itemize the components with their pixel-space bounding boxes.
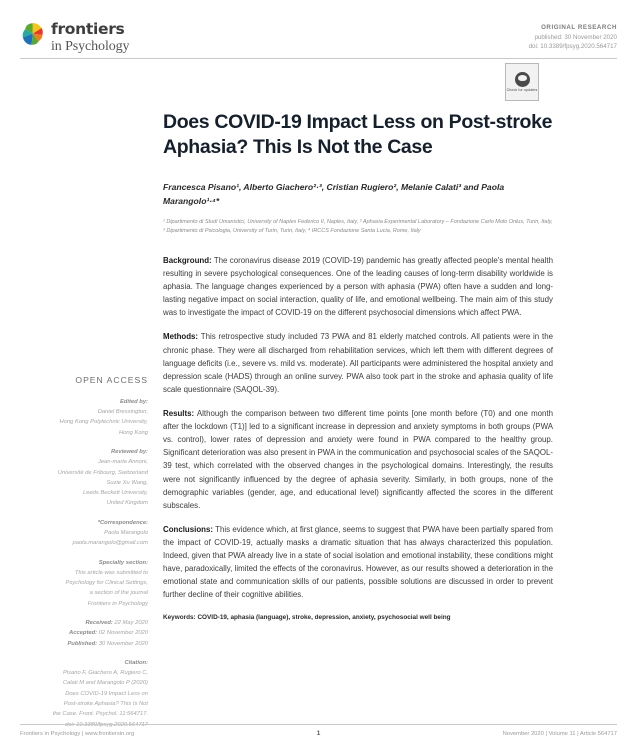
- published-label: Published:: [67, 640, 98, 647]
- logo-wordmark: [51, 21, 129, 54]
- abstract-label-conclusions: Conclusions:: [163, 524, 213, 534]
- page-header: [0, 0, 637, 60]
- doi-line[interactable]: doi: 10.3389/fpsyg.2020.564717: [528, 43, 617, 51]
- author-list: Francesca Pisano¹, Alberto Giachero²·³, Cristian Rugiero², Melanie Calati³ and Paola Marangolo¹·⁴*: [163, 182, 505, 207]
- reviewer-affiliation-2: Leeds Beckett University,: [83, 490, 148, 497]
- reviewed-by-label: Reviewed by:: [110, 449, 148, 456]
- reviewer-location-2: United Kingdom: [106, 500, 148, 507]
- keywords-line: Keywords: COVID-19, aphasia (language), stroke, depression, anxiety, psychosocial well being: [163, 613, 451, 621]
- editor-location: Hong Kong: [118, 429, 148, 436]
- specialty-section-label: Specialty section:: [98, 559, 148, 566]
- affiliation-list: ¹ Dipartimento di Studi Umanistici, University of Naples Federico II, Naples, Italy, ² Aphasia Experimental Laboratory – Fondazione Carlo Molo Onlus, Turin, Italy, ³ Dipartimento di Psicologia, University of Turin, Turin, Italy, ⁴ IRCCS Fondazione Santa Lucia, Rome, Italy: [163, 218, 553, 235]
- published-date: published: 30 November 2020: [534, 33, 617, 41]
- received-label: Received:: [85, 619, 113, 626]
- spacer: [20, 649, 148, 658]
- frontiers-logo[interactable]: [20, 21, 129, 54]
- abstract-label-background: Background:: [163, 255, 212, 265]
- citation-line-2: Calati M and Marangolo P (2020): [62, 680, 148, 687]
- abstract-section-methods: [163, 330, 553, 396]
- accepted-label: Accepted:: [69, 630, 98, 637]
- correspondence-name: Paola Marangolo: [104, 529, 148, 536]
- footer-journal-url[interactable]: Frontiers in Psychology | www.frontiersin.org: [20, 731, 135, 737]
- logo-name: frontiers: [51, 20, 125, 38]
- reviewer-name-1: Jean-marie Annoni,: [97, 459, 148, 466]
- correspondence-label: *Correspondence:: [97, 519, 148, 526]
- header-divider: [20, 58, 617, 59]
- logo-subtitle: in Psychology: [51, 38, 130, 54]
- edited-by-label: Edited by:: [119, 399, 148, 405]
- citation-line-1: Pisano F, Giachero A, Rugiero C,: [62, 670, 148, 677]
- abstract-text-conclusions: This evidence which, at first glance, seems to suggest that PWA have been partially spared from the impact of COVID-19, actually masks a dramatic situation that has always characterized this population. Indeed, given that PWA already live in a state of social isolation and emotional instability, these conditions might have, paradoxically, limited the effects of the coronavirus. However, as our results showed a deterioration in the emotional state and communication skills of our patients, possible solutions are discussed in order to prevent further decline of their cognitive abilities.: [163, 524, 553, 600]
- citation-line-4: Post-stroke Aphasia? This Is Not: [63, 700, 148, 707]
- received-value: 22 May 2020: [112, 619, 148, 626]
- published-date-row: [20, 639, 148, 649]
- published-value: 30 November 2020: [97, 640, 148, 647]
- abstract-section-conclusions: [163, 523, 553, 602]
- specialty-line-3: a section of the journal: [89, 590, 148, 597]
- header-metadata: [529, 24, 617, 52]
- specialty-line-2: Psychology for Clinical Settings,: [65, 580, 148, 586]
- footer-page-number: 1: [316, 730, 321, 737]
- abstract-label-results: Results:: [163, 408, 195, 418]
- specialty-line-1: This article was submitted to: [74, 569, 148, 576]
- editor-name: Daniel Bressington,: [97, 409, 148, 416]
- abstract-text-background: The coronavirus disease 2019 (COVID-19) pandemic has greatly affected people's mental health resulting in severe psychological consequences. One of the leading causes of long-term disability worldwide is aphasia. The language changes experienced by a person with aphasia (PWA) often have a sudden and long-lasting negative impact on social interaction, quality of life, and emotional wellbeing. The main aim of this study was to investigate the impact of COVID-19 on the different psychosocial dimensions which affect PWA.: [163, 255, 553, 318]
- received-date-row: [20, 618, 148, 628]
- spacer: [20, 549, 148, 558]
- abstract-text-methods: This retrospective study included 73 PWA and 81 elderly matched controls. All patients were in the chronic phase. They were all discharged from rehabilitation services, which left them with different degrees of language deficits (i.e., severe vs. mild vs. moderate). All participants were administered the hospital anxiety and depression scale (HADS) through an online survey. PWA also took part in the stroke and aphasia quality of life scale questionnaire (SAQOL-39).: [163, 332, 553, 394]
- accepted-value: 02 November 2020: [97, 630, 148, 637]
- spacer: [20, 609, 148, 618]
- article-type-label: ORIGINAL RESEARCH: [541, 24, 617, 31]
- crossmark-icon: [515, 72, 530, 87]
- citation-label: Citation:: [124, 659, 148, 666]
- article-main-column: [163, 110, 553, 622]
- abstract-section-background: [163, 254, 553, 320]
- footer-issue-info: November 2020 | Volume 11 | Article 564717: [502, 731, 617, 737]
- editor-affiliation: Hong Kong Polytechnic University,: [59, 419, 148, 426]
- page-title: Does COVID-19 Impact Less on Post-stroke Aphasia? This Is Not the Case: [163, 111, 553, 158]
- abstract-text-results: Although the comparison between two different time points [one month before (T0) and one month after the lockdown (T1)] led to a significant increase in depression and anxiety symptoms in both groups (PWA vs. control), lower rates of depression and anxiety were found in PWA compared to the healthy group. Significant deterioration was also present in PWA in the communication and psychosocial scales of the SAQOL-39 test, which correlated with the observed changes in the psychological domains. Interestingly, the results were not significantly influenced by the degree of aphasia severity. Similarly, in both groups, none of the demographic variables (gender, age, and educational level) significantly affected the scores in the different subscales.: [163, 408, 553, 510]
- check-for-updates-badge[interactable]: [505, 63, 539, 101]
- check-for-updates-label: Check for updates: [506, 87, 538, 92]
- abstract-label-methods: Methods:: [163, 332, 199, 342]
- citation-line-5: the Case. Front. Psychol. 11:564717.: [52, 711, 148, 718]
- reviewer-affiliation-1: Université de Fribourg, Switzerland: [57, 469, 148, 476]
- spacer: [20, 509, 148, 518]
- open-access-label: OPEN ACCESS: [75, 375, 148, 385]
- specialty-line-4: Frontiers in Psychology: [87, 600, 148, 607]
- reviewer-name-2: Suzie Xu Wang,: [106, 479, 148, 486]
- correspondence-email[interactable]: paola.marangolo@gmail.com: [72, 540, 148, 547]
- footer-divider: [20, 724, 617, 725]
- citation-line-3: Does COVID-19 Impact Less on: [65, 690, 148, 697]
- spacer: [20, 438, 148, 447]
- abstract-section-results: [163, 407, 553, 512]
- accepted-date-row: [20, 628, 148, 638]
- article-sidebar: [20, 375, 148, 730]
- frontiers-pinwheel-icon: [20, 21, 46, 48]
